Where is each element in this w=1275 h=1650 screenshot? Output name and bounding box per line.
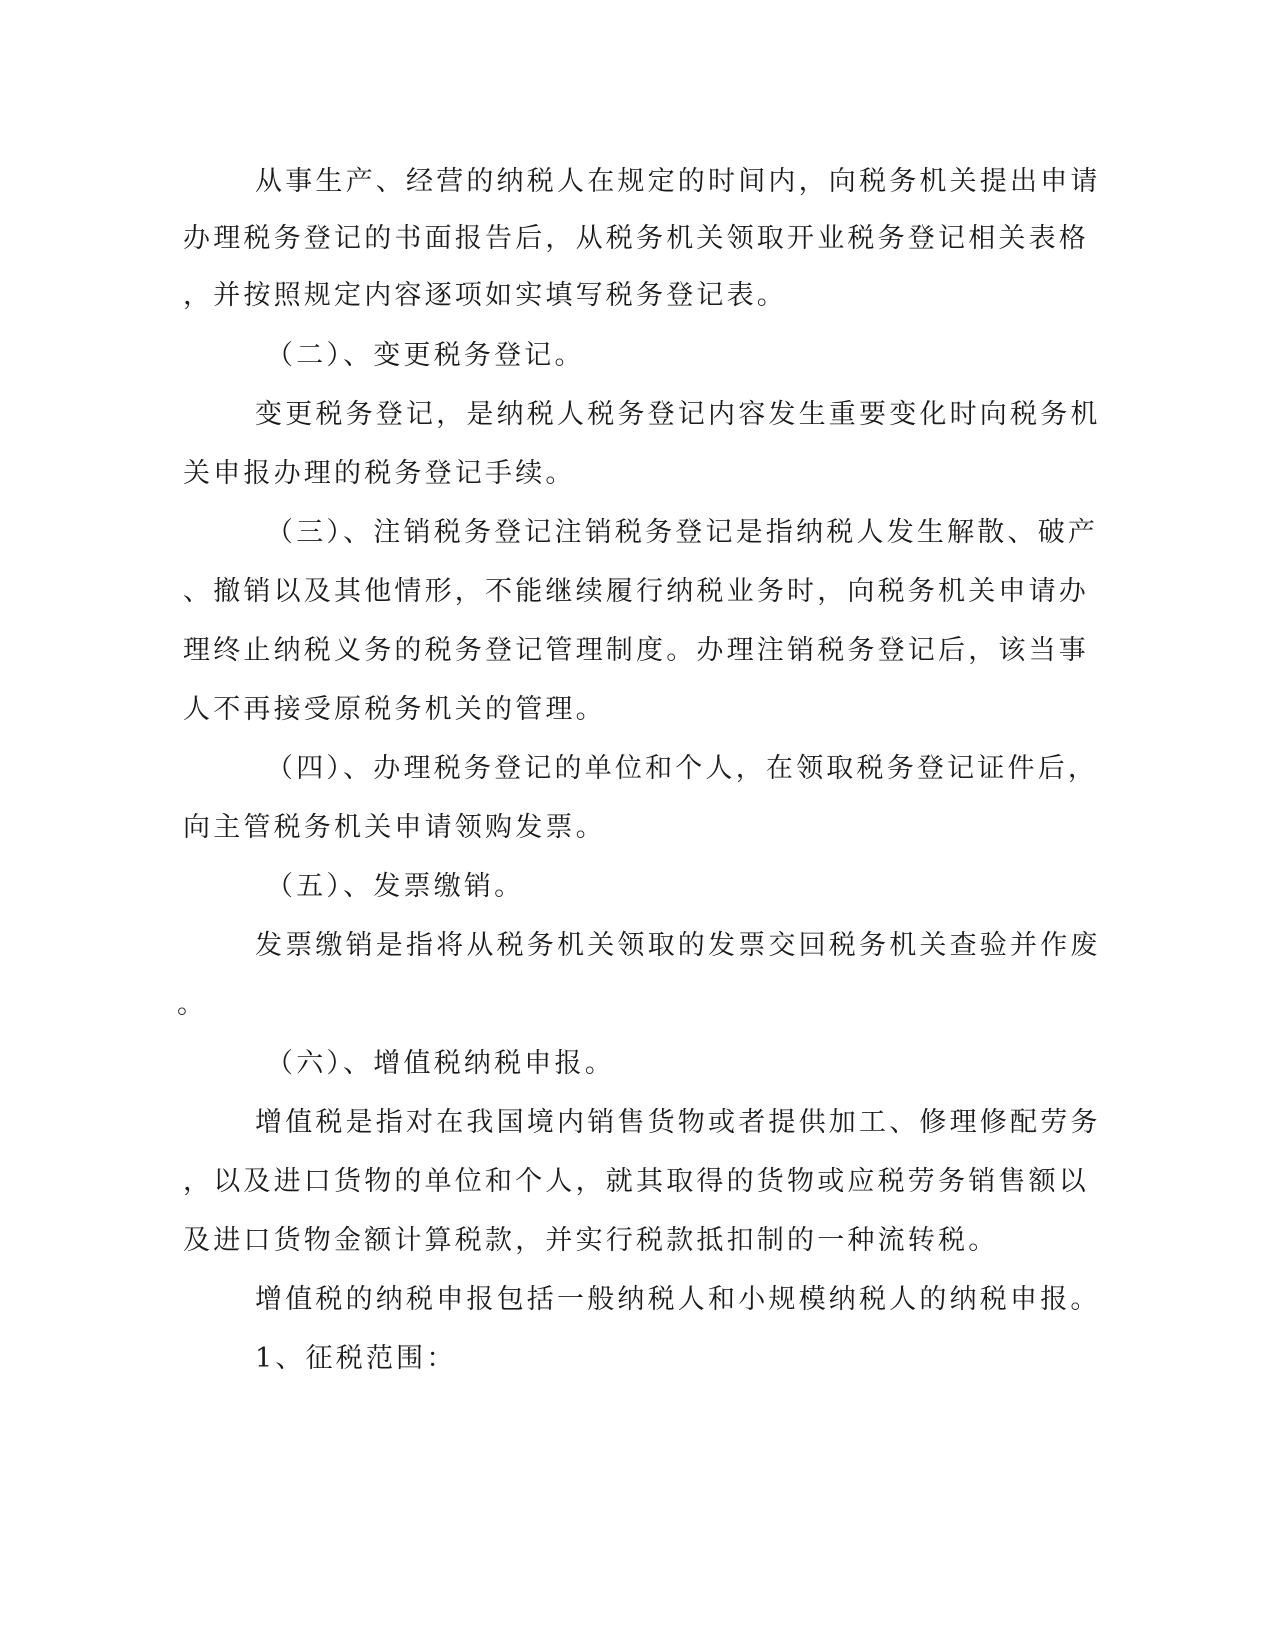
text-line: 增值税的纳税申报包括一般纳税人和小规模纳税人的纳税申报。	[255, 1284, 1101, 1315]
text-line: 发票缴销是指将从税务机关领取的发票交回税务机关查验并作废	[255, 930, 1101, 961]
text-line: ，以及进口货物的单位和个人，就其取得的货物或应税劳务销售额以	[183, 1166, 1089, 1197]
text-line: 人不再接受原税务机关的管理。	[183, 694, 606, 725]
section-heading: （三）、注销税务登记注销税务登记是指纳税人发生解散、破产	[266, 517, 1099, 548]
section-heading: （二）、变更税务登记。	[266, 340, 585, 371]
text-line: ，并按照规定内容逐项如实填写税务登记表。	[183, 280, 787, 311]
section-heading: （五）、发票缴销。	[266, 871, 525, 902]
text-line: 关申报办理的税务登记手续。	[183, 458, 576, 489]
text-line: 。	[177, 989, 208, 1020]
text-line: 、撤销以及其他情形，不能继续履行纳税业务时，向税务机关申请办	[183, 576, 1089, 607]
text-line: 理终止纳税义务的税务登记管理制度。办理注销税务登记后，该当事	[183, 635, 1089, 666]
text-line: 增值税是指对在我国境内销售货物或者提供加工、修理修配劳务	[255, 1107, 1101, 1138]
section-heading: （四）、办理税务登记的单位和个人，在领取税务登记证件后，	[266, 753, 1099, 784]
text-line: 及进口货物金额计算税款，并实行税款抵扣制的一种流转税。	[183, 1225, 999, 1256]
section-heading: （六）、增值税纳税申报。	[266, 1048, 615, 1079]
section-heading: 1、征税范围：	[255, 1343, 457, 1374]
text-line: 向主管税务机关申请领购发票。	[183, 812, 606, 843]
text-line: 办理税务登记的书面报告后，从税务机关领取开业税务登记相关表格	[183, 223, 1089, 254]
text-line: 从事生产、经营的纳税人在规定的时间内，向税务机关提出申请	[255, 166, 1101, 197]
text-line: 变更税务登记，是纳税人税务登记内容发生重要变化时向税务机	[255, 399, 1101, 430]
